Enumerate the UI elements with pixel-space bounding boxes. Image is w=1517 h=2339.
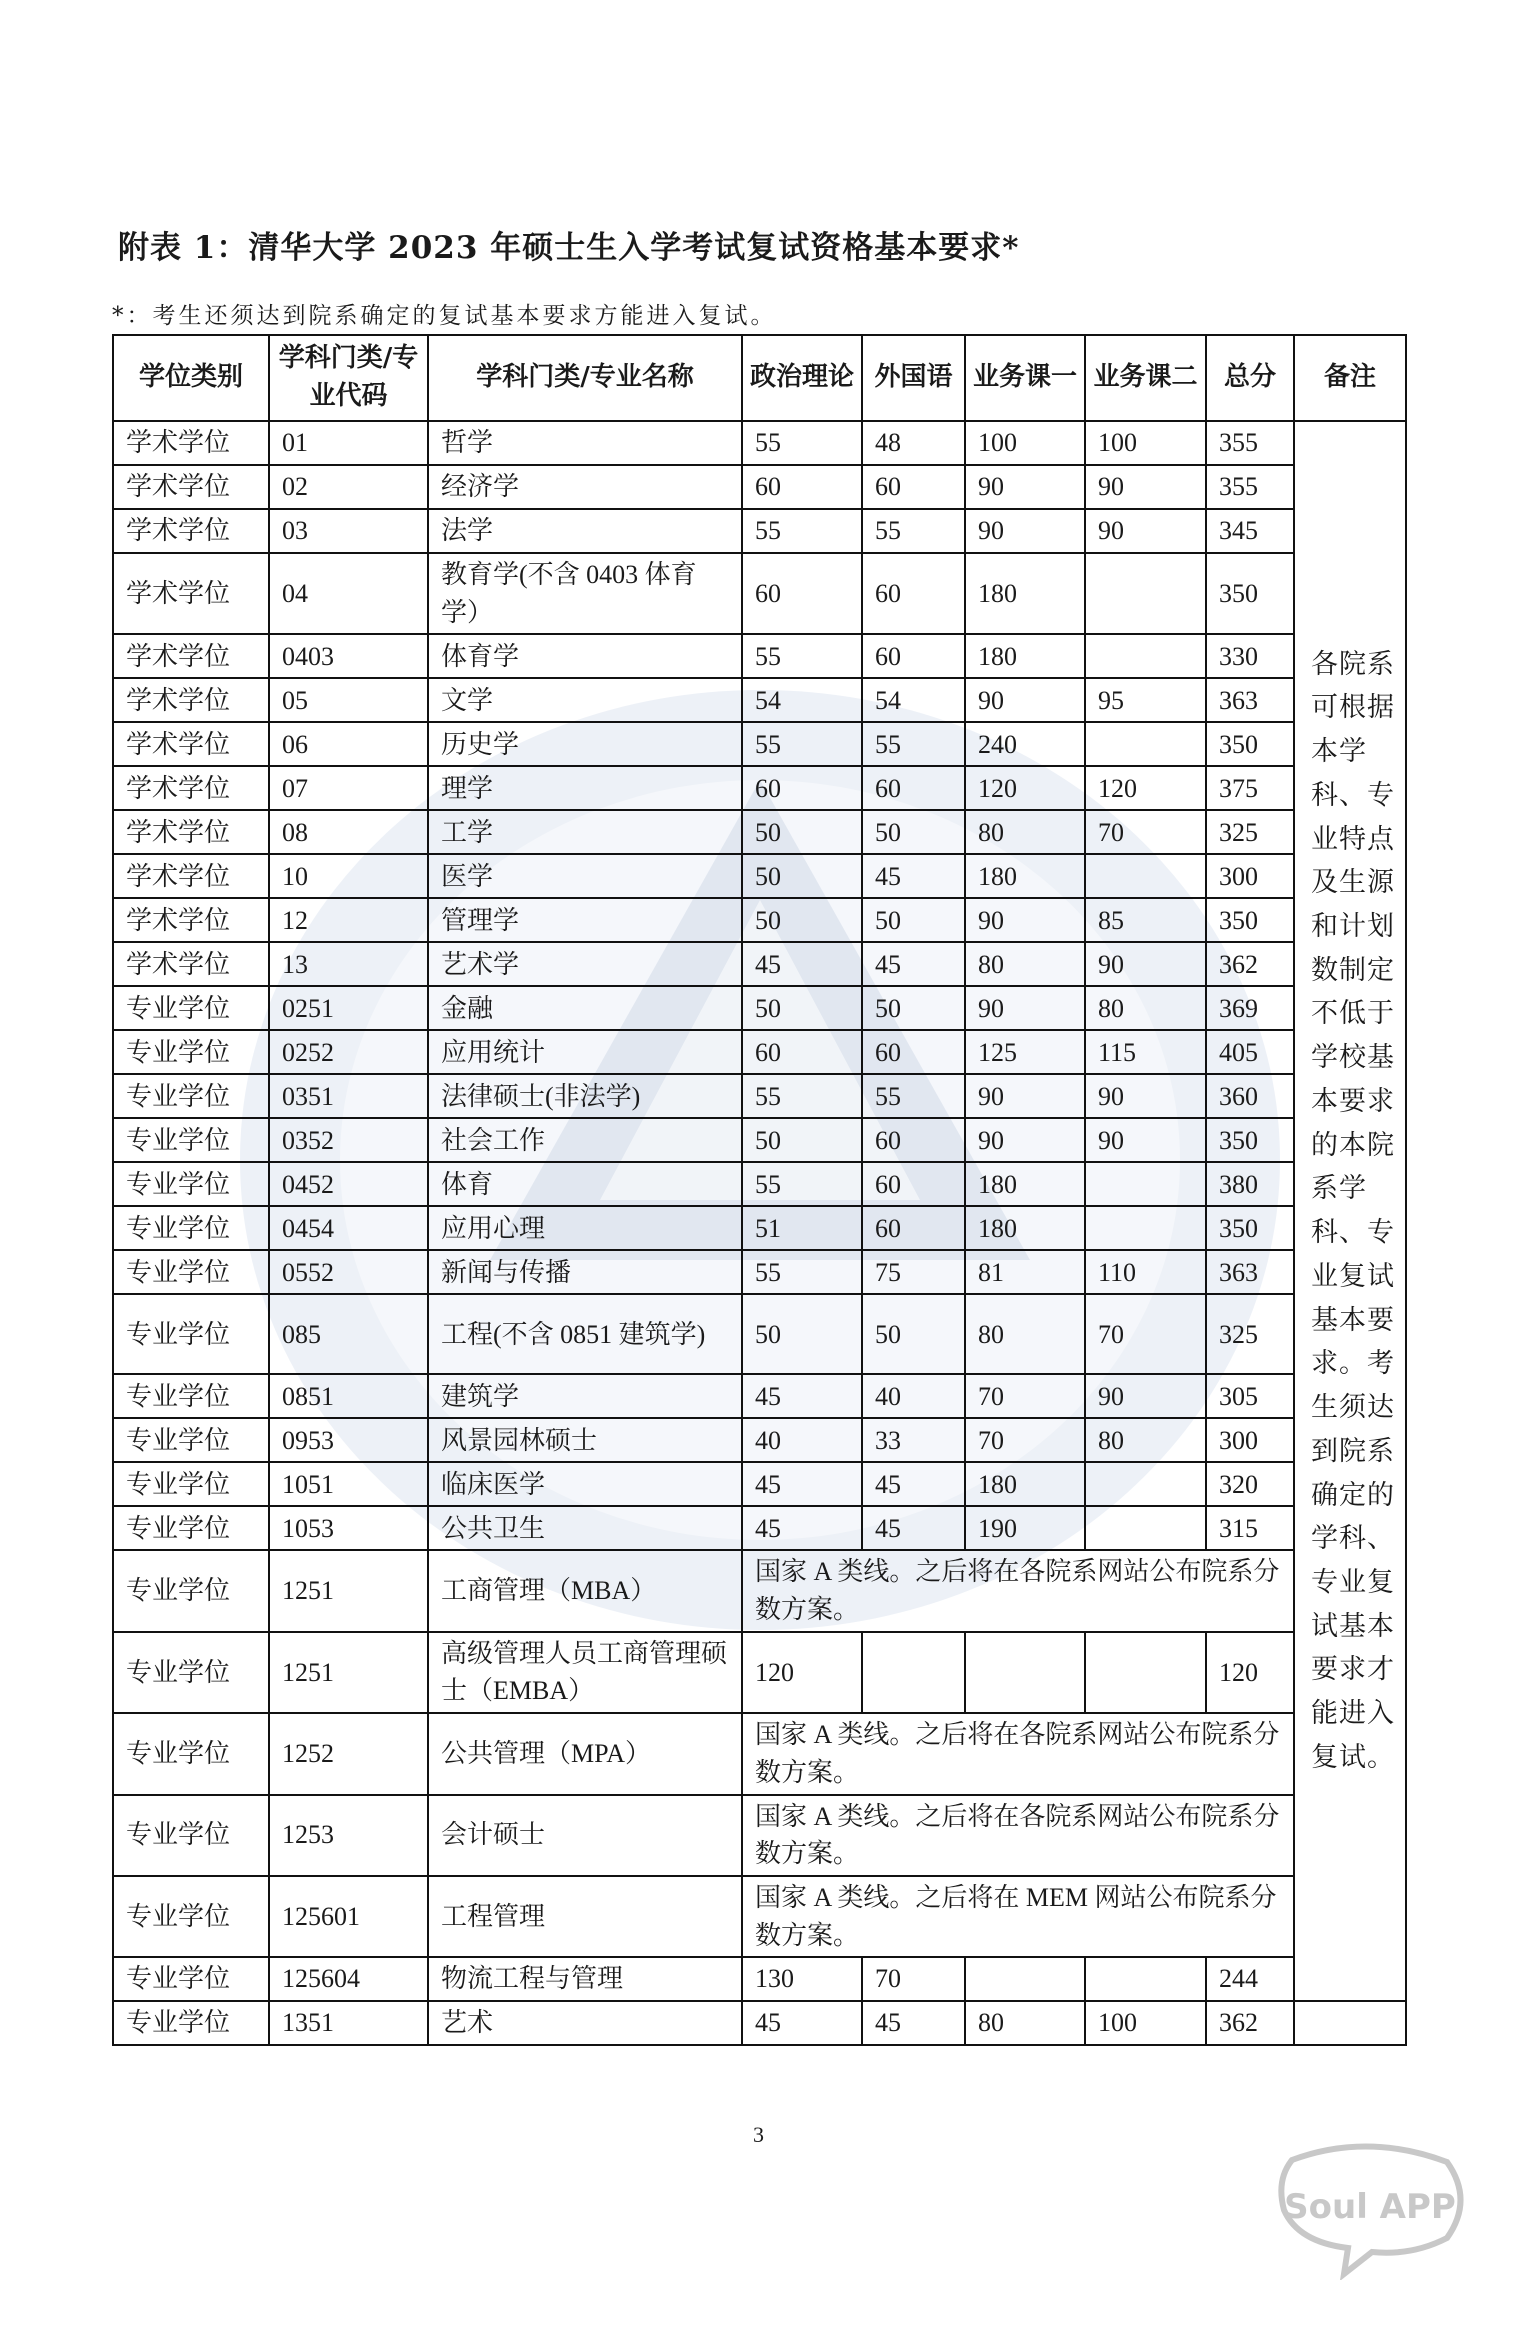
table-row <box>113 898 1406 942</box>
cell-total: 350 <box>1206 898 1294 942</box>
cell-foreign-language: 55 <box>862 722 965 766</box>
cell-course-one: 80 <box>965 942 1085 986</box>
cell-degree-type: 专业学位 <box>113 1294 269 1374</box>
cell-foreign-language: 70 <box>862 1957 965 2001</box>
cell-name: 金融 <box>428 986 742 1030</box>
cell-total: 380 <box>1206 1162 1294 1206</box>
table-row <box>113 1250 1406 1294</box>
watermark-text: Soul APP <box>1284 2187 1456 2227</box>
cell-total: 362 <box>1206 2001 1294 2045</box>
cell-total: 315 <box>1206 1506 1294 1550</box>
cell-degree-type: 学术学位 <box>113 898 269 942</box>
cell-name: 会计硕士 <box>428 1795 742 1876</box>
cell-politics: 45 <box>742 1374 862 1418</box>
table-row <box>113 1074 1406 1118</box>
cell-name: 新闻与传播 <box>428 1250 742 1294</box>
cell-total: 350 <box>1206 1118 1294 1162</box>
table-row <box>113 810 1406 854</box>
table-row <box>113 766 1406 810</box>
page-number: 3 <box>753 2122 764 2147</box>
header-code: 学科门类/专业代码 <box>269 335 428 421</box>
cell-code: 0454 <box>269 1206 428 1250</box>
cell-name: 艺术学 <box>428 942 742 986</box>
cell-code: 04 <box>269 553 428 634</box>
cell-total: 369 <box>1206 986 1294 1030</box>
cell-degree-type: 专业学位 <box>113 1876 269 1957</box>
cell-code: 1051 <box>269 1462 428 1506</box>
cell-degree-type: 专业学位 <box>113 986 269 1030</box>
cell-course-one: 190 <box>965 1506 1085 1550</box>
cell-total: 320 <box>1206 1462 1294 1506</box>
cell-politics: 40 <box>742 1418 862 1462</box>
cell-name: 理学 <box>428 766 742 810</box>
cell-degree-type: 专业学位 <box>113 1795 269 1876</box>
cell-politics: 45 <box>742 2001 862 2045</box>
table-row <box>113 1162 1406 1206</box>
cell-course-two: 95 <box>1085 678 1206 722</box>
cell-course-two: 85 <box>1085 898 1206 942</box>
cell-name: 历史学 <box>428 722 742 766</box>
cell-total: 244 <box>1206 1957 1294 2001</box>
cell-course-one: 240 <box>965 722 1085 766</box>
cell-politics: 55 <box>742 1074 862 1118</box>
cell-course-two: 90 <box>1085 509 1206 553</box>
cell-foreign-language: 55 <box>862 509 965 553</box>
cell-code: 0252 <box>269 1030 428 1074</box>
table-row <box>113 722 1406 766</box>
cell-name: 教育学(不含 0403 体育学） <box>428 553 742 634</box>
cell-name: 工程管理 <box>428 1876 742 1957</box>
cell-foreign-language: 50 <box>862 898 965 942</box>
cell-foreign-language: 40 <box>862 1374 965 1418</box>
cell-degree-type: 学术学位 <box>113 766 269 810</box>
header-politics: 政治理论 <box>742 335 862 421</box>
cell-politics: 130 <box>742 1957 862 2001</box>
cell-politics: 55 <box>742 1250 862 1294</box>
cell-total: 375 <box>1206 766 1294 810</box>
cell-degree-type: 专业学位 <box>113 1418 269 1462</box>
cell-code: 1351 <box>269 2001 428 2045</box>
cell-politics: 55 <box>742 722 862 766</box>
cell-code: 1252 <box>269 1713 428 1794</box>
header-course-two: 业务课二 <box>1085 335 1206 421</box>
cell-politics: 50 <box>742 810 862 854</box>
cell-course-two: 80 <box>1085 986 1206 1030</box>
cell-foreign-language: 60 <box>862 465 965 509</box>
cell-score-note: 国家 A 类线。之后将在各院系网站公布院系分数方案。 <box>742 1550 1294 1631</box>
cell-name: 体育 <box>428 1162 742 1206</box>
cell-foreign-language: 50 <box>862 1294 965 1374</box>
cell-foreign-language: 45 <box>862 1506 965 1550</box>
cell-course-one: 90 <box>965 1074 1085 1118</box>
cell-course-two: 115 <box>1085 1030 1206 1074</box>
cell-politics: 55 <box>742 509 862 553</box>
cell-total: 330 <box>1206 634 1294 678</box>
cell-degree-type: 学术学位 <box>113 942 269 986</box>
cell-remark-empty <box>1294 2001 1406 2045</box>
cell-course-two <box>1085 854 1206 898</box>
cell-code: 07 <box>269 766 428 810</box>
cell-course-two: 100 <box>1085 421 1206 465</box>
cell-course-two: 90 <box>1085 1374 1206 1418</box>
cell-course-one: 90 <box>965 898 1085 942</box>
cell-foreign-language: 60 <box>862 553 965 634</box>
cell-score-note: 国家 A 类线。之后将在 MEM 网站公布院系分数方案。 <box>742 1876 1294 1957</box>
cell-course-two <box>1085 1957 1206 2001</box>
header-name: 学科门类/专业名称 <box>428 335 742 421</box>
cell-code: 1053 <box>269 1506 428 1550</box>
cell-total: 300 <box>1206 1418 1294 1462</box>
cell-total: 363 <box>1206 1250 1294 1294</box>
cell-name: 应用统计 <box>428 1030 742 1074</box>
cell-name: 哲学 <box>428 421 742 465</box>
cell-degree-type: 专业学位 <box>113 1030 269 1074</box>
cell-code: 125601 <box>269 1876 428 1957</box>
cell-course-one: 180 <box>965 854 1085 898</box>
table-row <box>113 678 1406 722</box>
cell-degree-type: 学术学位 <box>113 678 269 722</box>
cell-course-two: 70 <box>1085 810 1206 854</box>
cell-politics: 55 <box>742 421 862 465</box>
cell-foreign-language: 55 <box>862 1074 965 1118</box>
cell-foreign-language: 48 <box>862 421 965 465</box>
cell-course-one: 125 <box>965 1030 1085 1074</box>
cell-politics: 45 <box>742 1462 862 1506</box>
cell-foreign-language: 54 <box>862 678 965 722</box>
cell-course-two: 90 <box>1085 465 1206 509</box>
cell-course-two <box>1085 1632 1206 1713</box>
requirements-table <box>112 334 1407 2046</box>
cell-foreign-language: 75 <box>862 1250 965 1294</box>
header-degree-type: 学位类别 <box>113 335 269 421</box>
cell-course-one: 180 <box>965 553 1085 634</box>
cell-course-two <box>1085 1506 1206 1550</box>
cell-course-one: 80 <box>965 810 1085 854</box>
cell-politics: 51 <box>742 1206 862 1250</box>
cell-name: 经济学 <box>428 465 742 509</box>
cell-total: 325 <box>1206 810 1294 854</box>
cell-foreign-language: 50 <box>862 810 965 854</box>
cell-code: 01 <box>269 421 428 465</box>
cell-code: 05 <box>269 678 428 722</box>
cell-total: 355 <box>1206 465 1294 509</box>
cell-name: 法律硕士(非法学) <box>428 1074 742 1118</box>
cell-degree-type: 专业学位 <box>113 1550 269 1631</box>
cell-politics: 50 <box>742 1118 862 1162</box>
cell-code: 085 <box>269 1294 428 1374</box>
cell-name: 工商管理（MBA） <box>428 1550 742 1631</box>
cell-name: 公共卫生 <box>428 1506 742 1550</box>
cell-code: 0251 <box>269 986 428 1030</box>
cell-total: 345 <box>1206 509 1294 553</box>
cell-code: 06 <box>269 722 428 766</box>
table-row <box>113 1294 1406 1374</box>
cell-degree-type: 专业学位 <box>113 1118 269 1162</box>
cell-code: 12 <box>269 898 428 942</box>
cell-course-one: 90 <box>965 509 1085 553</box>
cell-score-note: 国家 A 类线。之后将在各院系网站公布院系分数方案。 <box>742 1795 1294 1876</box>
cell-politics: 60 <box>742 553 862 634</box>
table-row <box>113 1713 1406 1794</box>
table-row <box>113 1462 1406 1506</box>
cell-course-one: 81 <box>965 1250 1085 1294</box>
cell-course-one: 180 <box>965 1462 1085 1506</box>
cell-code: 08 <box>269 810 428 854</box>
document-title: 附表 1：清华大学 2023 年硕士生入学考试复试资格基本要求* <box>118 230 1020 266</box>
cell-foreign-language <box>862 1632 965 1713</box>
cell-degree-type: 学术学位 <box>113 854 269 898</box>
cell-degree-type: 专业学位 <box>113 1506 269 1550</box>
cell-name: 文学 <box>428 678 742 722</box>
cell-code: 10 <box>269 854 428 898</box>
cell-course-two: 90 <box>1085 1074 1206 1118</box>
cell-name: 物流工程与管理 <box>428 1957 742 2001</box>
table-row <box>113 634 1406 678</box>
cell-politics: 60 <box>742 1030 862 1074</box>
cell-foreign-language: 60 <box>862 634 965 678</box>
cell-degree-type: 专业学位 <box>113 1162 269 1206</box>
cell-code: 125604 <box>269 1957 428 2001</box>
cell-code: 1253 <box>269 1795 428 1876</box>
cell-course-one: 180 <box>965 1162 1085 1206</box>
table-row <box>113 509 1406 553</box>
cell-name: 临床医学 <box>428 1462 742 1506</box>
table-row <box>113 1957 1406 2001</box>
header-foreign-language: 外国语 <box>862 335 965 421</box>
cell-course-two: 100 <box>1085 2001 1206 2045</box>
cell-name: 管理学 <box>428 898 742 942</box>
cell-total: 363 <box>1206 678 1294 722</box>
cell-politics: 50 <box>742 854 862 898</box>
cell-course-two <box>1085 722 1206 766</box>
cell-politics: 50 <box>742 1294 862 1374</box>
table-row <box>113 942 1406 986</box>
table-row <box>113 854 1406 898</box>
cell-code: 1251 <box>269 1550 428 1631</box>
cell-course-one: 80 <box>965 2001 1085 2045</box>
cell-course-two: 70 <box>1085 1294 1206 1374</box>
cell-politics: 54 <box>742 678 862 722</box>
cell-course-one: 120 <box>965 766 1085 810</box>
cell-name: 建筑学 <box>428 1374 742 1418</box>
table-row <box>113 465 1406 509</box>
cell-politics: 55 <box>742 634 862 678</box>
cell-total: 325 <box>1206 1294 1294 1374</box>
cell-foreign-language: 60 <box>862 1162 965 1206</box>
cell-name: 体育学 <box>428 634 742 678</box>
cell-code: 0851 <box>269 1374 428 1418</box>
cell-politics: 45 <box>742 942 862 986</box>
cell-name: 风景园林硕士 <box>428 1418 742 1462</box>
cell-course-two <box>1085 1462 1206 1506</box>
header-remark: 备注 <box>1294 335 1406 421</box>
cell-total: 360 <box>1206 1074 1294 1118</box>
cell-degree-type: 专业学位 <box>113 1206 269 1250</box>
table-row <box>113 986 1406 1030</box>
cell-politics: 60 <box>742 766 862 810</box>
cell-course-one: 180 <box>965 634 1085 678</box>
cell-course-one: 80 <box>965 1294 1085 1374</box>
header-course-one: 业务课一 <box>965 335 1085 421</box>
cell-foreign-language: 50 <box>862 986 965 1030</box>
cell-foreign-language: 60 <box>862 1030 965 1074</box>
cell-degree-type: 学术学位 <box>113 509 269 553</box>
cell-degree-type: 专业学位 <box>113 1250 269 1294</box>
cell-foreign-language: 45 <box>862 1462 965 1506</box>
cell-course-two: 90 <box>1085 942 1206 986</box>
cell-name: 社会工作 <box>428 1118 742 1162</box>
cell-degree-type: 专业学位 <box>113 1374 269 1418</box>
cell-code: 0352 <box>269 1118 428 1162</box>
cell-course-two: 110 <box>1085 1250 1206 1294</box>
cell-code: 03 <box>269 509 428 553</box>
cell-foreign-language: 45 <box>862 2001 965 2045</box>
cell-total: 405 <box>1206 1030 1294 1074</box>
cell-foreign-language: 60 <box>862 766 965 810</box>
cell-name: 公共管理（MPA） <box>428 1713 742 1794</box>
cell-foreign-language: 45 <box>862 854 965 898</box>
cell-total: 355 <box>1206 421 1294 465</box>
footnote: *：考生还须达到院系确定的复试基本要求方能进入复试。 <box>112 303 777 329</box>
cell-degree-type: 专业学位 <box>113 2001 269 2045</box>
table-row <box>113 1550 1406 1631</box>
cell-course-two: 80 <box>1085 1418 1206 1462</box>
cell-course-one: 100 <box>965 421 1085 465</box>
cell-name: 法学 <box>428 509 742 553</box>
cell-code: 0452 <box>269 1162 428 1206</box>
table-row <box>113 1632 1406 1713</box>
cell-degree-type: 专业学位 <box>113 1074 269 1118</box>
table-row <box>113 1374 1406 1418</box>
remark-text: 各院系可根据本学科、专业特点及生源和计划数制定不低于学校基本要求的本院系学科、专业复试基本要求。考生须达到院系确定的学科、专业复试基本要求才能进入复试。 <box>1311 648 1395 1772</box>
cell-name: 工程(不含 0851 建筑学) <box>428 1294 742 1374</box>
cell-degree-type: 学术学位 <box>113 553 269 634</box>
cell-remark <box>1294 421 1406 2001</box>
table-row <box>113 1876 1406 1957</box>
cell-course-two <box>1085 553 1206 634</box>
cell-total: 350 <box>1206 553 1294 634</box>
cell-code: 02 <box>269 465 428 509</box>
table-row <box>113 1418 1406 1462</box>
table-row <box>113 2001 1406 2045</box>
cell-total: 120 <box>1206 1632 1294 1713</box>
cell-name: 艺术 <box>428 2001 742 2045</box>
cell-total: 305 <box>1206 1374 1294 1418</box>
cell-politics: 50 <box>742 986 862 1030</box>
cell-course-one <box>965 1632 1085 1713</box>
cell-code: 0552 <box>269 1250 428 1294</box>
cell-course-one: 90 <box>965 678 1085 722</box>
cell-politics: 120 <box>742 1632 862 1713</box>
table-row <box>113 1506 1406 1550</box>
cell-course-two: 120 <box>1085 766 1206 810</box>
cell-foreign-language: 45 <box>862 942 965 986</box>
cell-course-one: 90 <box>965 986 1085 1030</box>
cell-course-two <box>1085 1206 1206 1250</box>
table-row <box>113 1030 1406 1074</box>
cell-code: 0351 <box>269 1074 428 1118</box>
cell-total: 300 <box>1206 854 1294 898</box>
cell-foreign-language: 60 <box>862 1206 965 1250</box>
cell-degree-type: 学术学位 <box>113 634 269 678</box>
cell-code: 0953 <box>269 1418 428 1462</box>
table-row <box>113 553 1406 634</box>
table-row <box>113 1795 1406 1876</box>
cell-degree-type: 学术学位 <box>113 722 269 766</box>
cell-course-one: 70 <box>965 1374 1085 1418</box>
cell-degree-type: 学术学位 <box>113 465 269 509</box>
cell-course-one <box>965 1957 1085 2001</box>
cell-politics: 60 <box>742 465 862 509</box>
cell-course-two <box>1085 1162 1206 1206</box>
cell-degree-type: 专业学位 <box>113 1957 269 2001</box>
soul-app-watermark <box>1262 2140 1477 2280</box>
cell-degree-type: 学术学位 <box>113 810 269 854</box>
cell-degree-type: 专业学位 <box>113 1713 269 1794</box>
table-row <box>113 1206 1406 1250</box>
table-header-row <box>113 335 1406 421</box>
cell-degree-type: 专业学位 <box>113 1462 269 1506</box>
cell-score-note: 国家 A 类线。之后将在各院系网站公布院系分数方案。 <box>742 1713 1294 1794</box>
cell-course-two <box>1085 634 1206 678</box>
table-row <box>113 421 1406 465</box>
cell-name: 应用心理 <box>428 1206 742 1250</box>
header-total: 总分 <box>1206 335 1294 421</box>
cell-degree-type: 学术学位 <box>113 421 269 465</box>
cell-total: 362 <box>1206 942 1294 986</box>
cell-politics: 55 <box>742 1162 862 1206</box>
cell-course-one: 70 <box>965 1418 1085 1462</box>
cell-name: 高级管理人员工商管理硕士（EMBA） <box>428 1632 742 1713</box>
cell-foreign-language: 60 <box>862 1118 965 1162</box>
cell-course-one: 180 <box>965 1206 1085 1250</box>
cell-code: 0403 <box>269 634 428 678</box>
cell-degree-type: 专业学位 <box>113 1632 269 1713</box>
cell-politics: 45 <box>742 1506 862 1550</box>
cell-name: 医学 <box>428 854 742 898</box>
cell-name: 工学 <box>428 810 742 854</box>
cell-foreign-language: 33 <box>862 1418 965 1462</box>
cell-total: 350 <box>1206 1206 1294 1250</box>
cell-code: 1251 <box>269 1632 428 1713</box>
cell-politics: 50 <box>742 898 862 942</box>
cell-total: 350 <box>1206 722 1294 766</box>
cell-course-one: 90 <box>965 465 1085 509</box>
cell-course-two: 90 <box>1085 1118 1206 1162</box>
cell-code: 13 <box>269 942 428 986</box>
cell-course-one: 90 <box>965 1118 1085 1162</box>
table-row <box>113 1118 1406 1162</box>
